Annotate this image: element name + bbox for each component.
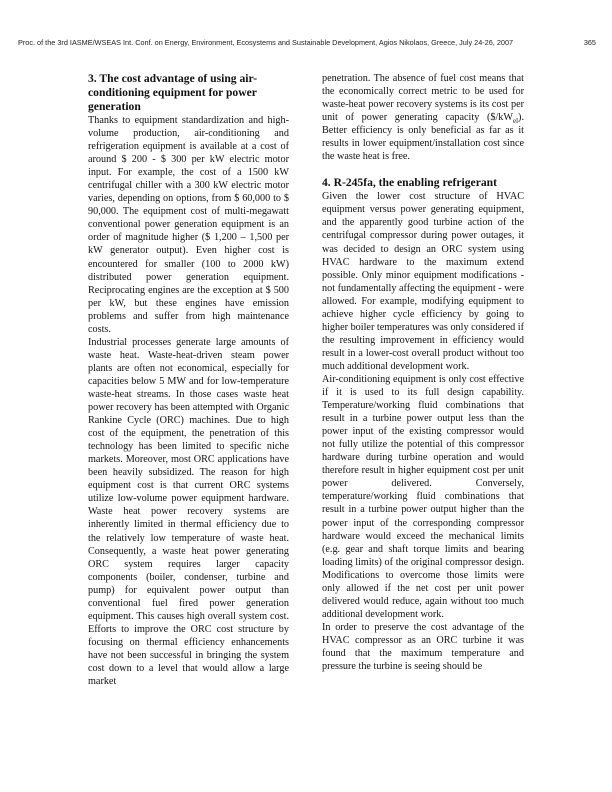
continued-text-end: ). Better efficiency is only beneficial as far as it results in lower equipment/installation cost since the waste heat is free.	[322, 112, 524, 163]
continued-text-subscript: el	[512, 117, 519, 126]
left-column	[88, 72, 289, 688]
section-4-paragraph-2: Air-conditioning equipment is only cost effective if it is used to its full design capability. Temperature/working fluid combinations that result in a turbine power output less than the power input of the existing compressor would not fully utilize the potential of this compressor hardware during turbine operation and would therefore result in higher equipment cost per unit power delivered. Conversely, temperature/working fluid combinations that result in a turbine power output higher than the power input of the corresponding compressor hardware would exceed the mechanical limits (e.g. gear and shaft torque limits and bearing loading limits) of the original compressor design. Modifications to overcome those limits were only allowed if the net cost per unit power delivered would reduce, again without too much additional development work.	[322, 373, 524, 620]
section-3-paragraph-2: Industrial processes generate large amounts of waste heat. Waste-heat-driven steam power plants are often not economical, especially for capacities below 5 MW and for low-temperature waste-heat streams. In those cases waste heat power recovery has been attempted with Organic Rankine Cycle (ORC) machines. Due to high cost of the equipment, the penetration of this technology has been limited to specific niche markets. Moreover, most ORC applications have been heavily subsidized. The reason for high equipment cost is that current ORC systems utilize low-volume power equipment hardware. Waste heat power recovery systems are inherently limited in thermal efficiency due to the relatively low temperature of waste heat. Consequently, a waste heat power generating ORC system requires larger capacity components (boiler, condenser, turbine and pump) for equivalent power output than conventional fuel fired power generation equipment. This causes high overall system cost. Efforts to improve the ORC cost structure by focusing on thermal efficiency enhancements have not been successful in bringing the system cost down to a level that would allow a large market	[88, 336, 289, 688]
section-4-paragraph-3: In order to preserve the cost advantage of the HVAC compressor as an ORC turbine it was found that the maximum temperature and pressure the turbine is seeing should be	[322, 621, 524, 673]
right-column	[322, 72, 524, 673]
conference-citation: Proc. of the 3rd IASME/WSEAS Int. Conf. on Energy, Environment, Ecosystems and Sustainable Development, Agios Nikolaos, Greece, July 24-26, 2007	[18, 38, 514, 47]
continued-text-start: penetration. The absence of fuel cost means that the economically correct metric to be used for waste-heat power recovery systems is its cost per unit of power generating capacity ($/kW	[322, 73, 524, 124]
section-4-paragraph-1: Given the lower cost structure of HVAC equipment versus power generating equipment, and the apparently good turbine action of the centrifugal compressor during power outages, it was decided to design an ORC system using HVAC hardware to the maximum extend possible. Only minor equipment modifications - not fundamentally affecting the equipment - were allowed. For example, modifying equipment to achieve higher cycle efficiency by going to higher boiler temperatures was only considered if the resulting improvement in efficiency would result in a lower-cost overall product without too much additional development work.	[322, 191, 524, 372]
section-3-paragraph-continued	[322, 72, 524, 163]
running-header	[18, 38, 596, 47]
section-4-heading: 4. R-245fa, the enabling refrigerant	[322, 176, 497, 190]
section-3-heading: 3. The cost advantage of using air-conditioning equipment for power generation	[88, 72, 258, 113]
page-number: 365	[583, 38, 596, 47]
section-3-paragraph-1: Thanks to equipment standardization and high-volume production, air-conditioning and refrigeration equipment is available at a cost of around $ 200 - $ 300 per kW electric motor input. For example, the cost of a 1500 kW centrifugal chiller with a 300 kW electric motor varies, depending on options, from $ 60,000 to $ 90,000. The equipment cost of multi-megawatt conventional power generation equipment is an order of magnitude higher ($ 1,200 – 1,500 per kW generator output). Even higher cost is encountered for smaller (100 to 2000 kW) distributed power generation equipment. Reciprocating engines are the exception at $ 500 per kW, but these engines have emission problems and suffer from high maintenance costs.	[88, 115, 289, 335]
